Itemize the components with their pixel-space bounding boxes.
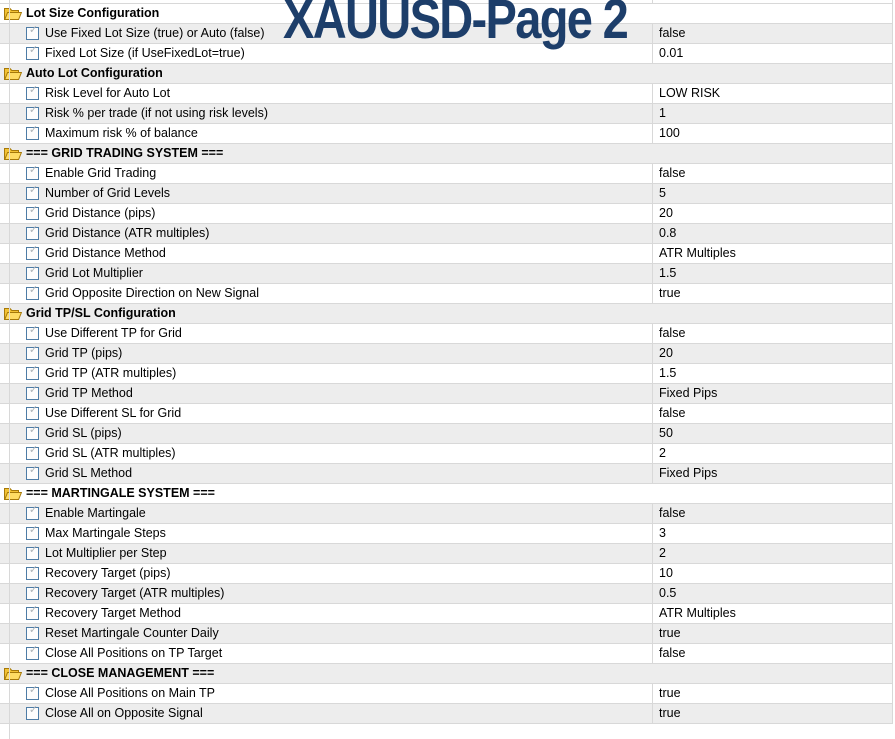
checkbox-icon[interactable] [26,584,39,600]
checkbox-icon[interactable] [26,504,39,520]
param-row[interactable] [0,264,893,284]
param-value[interactable]: false [659,326,686,340]
param-value[interactable]: Fixed Pips [659,466,718,480]
param-value[interactable]: true [659,706,681,720]
param-label: Grid Distance (pips) [45,206,156,220]
param-row[interactable] [0,584,893,604]
param-label: Number of Grid Levels [45,186,171,200]
checkmark-icon: ✓ [28,324,39,336]
checkmark-icon: ✓ [28,604,39,616]
param-label: Grid Opposite Direction on New Signal [45,286,259,300]
checkbox-icon[interactable] [26,464,39,480]
section-label: Grid TP/SL Configuration [26,306,176,320]
param-value[interactable]: 20 [659,346,673,360]
param-label: Recovery Target (pips) [45,566,171,580]
checkbox-icon[interactable] [26,84,39,100]
checkbox-icon[interactable] [26,24,39,40]
section-label: === CLOSE MANAGEMENT === [26,666,215,680]
param-value[interactable]: 5 [659,186,666,200]
param-value[interactable]: false [659,406,686,420]
param-label: Grid TP (pips) [45,346,123,360]
param-label: Enable Martingale [45,506,146,520]
param-label: Use Different TP for Grid [45,326,182,340]
param-value[interactable]: 1.5 [659,366,677,380]
section-label: Auto Lot Configuration [26,66,163,80]
param-row[interactable] [0,424,893,444]
checkbox-icon[interactable] [26,104,39,120]
checkmark-icon: ✓ [28,524,39,536]
param-label: Max Martingale Steps [45,526,166,540]
param-label: Grid TP Method [45,386,133,400]
param-label: Use Different SL for Grid [45,406,182,420]
checkbox-icon[interactable] [26,284,39,300]
param-label: Recovery Target (ATR multiples) [45,586,225,600]
param-value[interactable]: 2 [659,546,666,560]
checkmark-icon: ✓ [28,704,39,716]
param-value[interactable]: true [659,626,681,640]
folder-icon [4,306,22,321]
param-row[interactable] [0,704,893,724]
param-row[interactable] [0,364,893,384]
checkmark-icon: ✓ [28,44,39,56]
param-row[interactable] [0,464,893,484]
param-row[interactable] [0,244,893,264]
folder-icon [4,666,22,681]
param-row[interactable] [0,284,893,304]
section-row[interactable] [0,144,893,164]
param-label: Risk % per trade (if not using risk levels) [45,106,268,120]
param-label: Close All on Opposite Signal [45,706,203,720]
param-label: Grid Lot Multiplier [45,266,143,280]
folder-icon [4,486,22,501]
section-label: Lot Size Configuration [26,6,160,20]
checkmark-icon: ✓ [28,544,39,556]
checkmark-icon: ✓ [28,364,39,376]
checkmark-icon: ✓ [28,244,39,256]
param-value[interactable]: false [659,646,686,660]
param-label: Grid TP (ATR multiples) [45,366,177,380]
param-row[interactable] [0,444,893,464]
param-row[interactable] [0,644,893,664]
param-value[interactable]: ATR Multiples [659,606,736,620]
section-row[interactable] [0,484,893,504]
section-row[interactable] [0,664,893,684]
param-label: Close All Positions on Main TP [45,686,215,700]
param-value[interactable]: 1 [659,106,666,120]
checkbox-icon[interactable] [26,444,39,460]
param-row[interactable] [0,324,893,344]
param-row[interactable] [0,544,893,564]
param-row[interactable] [0,204,893,224]
page-title: XAUUSD-Page 2 [283,0,628,50]
param-value[interactable]: Fixed Pips [659,386,718,400]
checkmark-icon: ✓ [28,424,39,436]
param-row[interactable] [0,684,893,704]
checkbox-icon[interactable] [26,324,39,340]
checkmark-icon: ✓ [28,504,39,516]
checkmark-icon: ✓ [28,84,39,96]
param-row[interactable] [0,404,893,424]
checkmark-icon: ✓ [28,344,39,356]
folder-icon [4,146,22,161]
section-label: === GRID TRADING SYSTEM === [26,146,224,160]
checkbox-icon[interactable] [26,204,39,220]
checkmark-icon: ✓ [28,644,39,656]
param-value[interactable]: 1.5 [659,266,677,280]
checkbox-icon[interactable] [26,44,39,60]
param-label: Grid Distance (ATR multiples) [45,226,210,240]
checkbox-icon[interactable] [26,424,39,440]
checkbox-icon[interactable] [26,404,39,420]
checkbox-icon[interactable] [26,704,39,720]
param-value[interactable]: 0.01 [659,46,684,60]
param-row[interactable] [0,124,893,144]
folder-icon [4,66,22,81]
checkbox-icon[interactable] [26,184,39,200]
checkbox-icon[interactable] [26,264,39,280]
checkbox-icon[interactable] [26,244,39,260]
checkmark-icon: ✓ [28,684,39,696]
param-value[interactable]: 50 [659,426,673,440]
checkmark-icon: ✓ [28,184,39,196]
param-row[interactable] [0,564,893,584]
checkmark-icon: ✓ [28,24,39,36]
param-value[interactable]: 0.5 [659,586,677,600]
param-row[interactable] [0,224,893,244]
checkbox-icon[interactable] [26,124,39,140]
param-label: Use Fixed Lot Size (true) or Auto (false) [45,26,265,40]
checkmark-icon: ✓ [28,564,39,576]
param-row[interactable] [0,344,893,364]
param-row[interactable] [0,164,893,184]
param-row[interactable] [0,104,893,124]
checkbox-icon[interactable] [26,684,39,700]
checkbox-icon[interactable] [26,164,39,180]
param-row[interactable] [0,384,893,404]
param-value[interactable]: true [659,686,681,700]
checkmark-icon: ✓ [28,624,39,636]
checkmark-icon: ✓ [28,204,39,216]
folder-icon [4,6,22,21]
param-label: Grid SL Method [45,466,133,480]
checkbox-icon[interactable] [26,364,39,380]
checkmark-icon: ✓ [28,384,39,396]
checkbox-icon[interactable] [26,564,39,580]
checkbox-icon[interactable] [26,344,39,360]
param-value[interactable]: 0.8 [659,226,677,240]
checkmark-icon: ✓ [28,284,39,296]
param-value[interactable]: 3 [659,526,666,540]
param-value[interactable]: ATR Multiples [659,246,736,260]
param-row[interactable] [0,504,893,524]
param-label: Grid Distance Method [45,246,166,260]
checkbox-icon[interactable] [26,524,39,540]
checkmark-icon: ✓ [28,104,39,116]
param-label: Reset Martingale Counter Daily [45,626,219,640]
param-label: Grid SL (ATR multiples) [45,446,176,460]
param-label: Recovery Target Method [45,606,181,620]
checkbox-icon[interactable] [26,544,39,560]
checkmark-icon: ✓ [28,584,39,596]
checkmark-icon: ✓ [28,224,39,236]
param-value[interactable]: false [659,26,686,40]
checkmark-icon: ✓ [28,464,39,476]
section-label: === MARTINGALE SYSTEM === [26,486,215,500]
param-label: Enable Grid Trading [45,166,157,180]
checkmark-icon: ✓ [28,264,39,276]
param-label: Maximum risk % of balance [45,126,198,140]
checkbox-icon[interactable] [26,604,39,620]
param-label: Risk Level for Auto Lot [45,86,171,100]
checkmark-icon: ✓ [28,164,39,176]
checkmark-icon: ✓ [28,124,39,136]
section-row[interactable] [0,304,893,324]
param-value[interactable]: 10 [659,566,673,580]
param-row[interactable] [0,84,893,104]
param-value[interactable]: 20 [659,206,673,220]
table-right-border [892,0,893,724]
param-label: Close All Positions on TP Target [45,646,223,660]
checkbox-icon[interactable] [26,644,39,660]
checkmark-icon: ✓ [28,444,39,456]
tree-indent-line [9,0,10,739]
checkbox-icon[interactable] [26,224,39,240]
checkmark-icon: ✓ [28,404,39,416]
param-label: Grid SL (pips) [45,426,122,440]
param-row[interactable] [0,524,893,544]
checkbox-icon[interactable] [26,384,39,400]
checkbox-icon[interactable] [26,624,39,640]
param-row[interactable] [0,604,893,624]
param-value[interactable]: false [659,166,686,180]
param-value[interactable]: LOW RISK [659,86,721,100]
param-value[interactable]: 100 [659,126,680,140]
param-row[interactable] [0,624,893,644]
param-value[interactable]: 2 [659,446,666,460]
param-value[interactable]: false [659,506,686,520]
section-row[interactable] [0,64,893,84]
param-value[interactable]: true [659,286,681,300]
param-label: Lot Multiplier per Step [45,546,167,560]
param-label: Fixed Lot Size (if UseFixedLot=true) [45,46,245,60]
param-row[interactable] [0,184,893,204]
